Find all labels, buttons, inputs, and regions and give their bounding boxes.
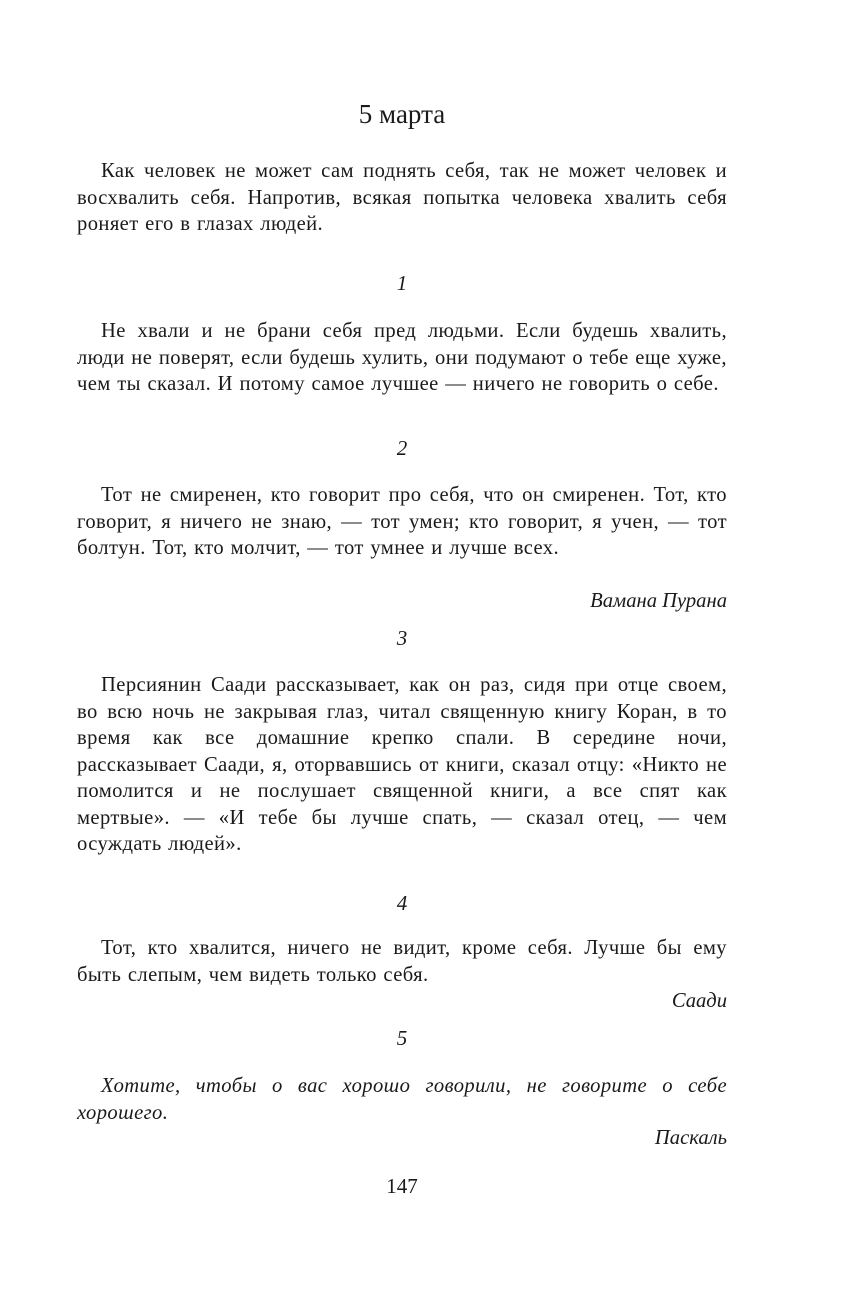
section-text: Тот не смиренен, кто говорит про себя, что он смиренен. Тот, кто говорит, я ничего не знаю, — тот умен; кто говорит, я учен, — тот болтун. Тот, кто молчит, — тот умнее и лучше всех. [77, 484, 727, 559]
page-title: 5 марта [358, 99, 446, 129]
section-number: 3 [396, 626, 408, 650]
section-text: Не хвали и не брани себя пред людьми. Если будешь хвалить, люди не поверят, если будешь хулить, они подумают о тебе еще хуже, чем ты сказал. И потому самое лучшее — ничего не говорить о себе. [77, 320, 727, 395]
quote-author: Саади [671, 990, 727, 1012]
page-number: 147 [386, 1174, 418, 1198]
section-number: 5 [396, 1026, 408, 1050]
section-number: 2 [396, 436, 408, 460]
section-text: Тот, кто хвалится, ничего не видит, кроме себя. Лучше бы ему быть слепым, чем видеть только себя. [77, 937, 727, 986]
section-text: Хотите, чтобы о вас хорошо говорили, не говорите о себе хорошего. [77, 1075, 727, 1124]
section-number: 4 [396, 891, 408, 915]
section-number: 1 [396, 271, 408, 295]
quote-author: Паскаль [654, 1127, 727, 1149]
quote-author: Вамана Пурана [590, 590, 727, 612]
intro-paragraph: Как человек не может сам поднять себя, так не может человек и восхвалить себя. Напротив, всякая попытка человека хвалить себя роняет его в глазах людей. [77, 160, 727, 235]
book-page [77, 0, 727, 1311]
section-text: Персиянин Саади рассказывает, как он раз, сидя при отце своем, во всю ночь не закрывая глаз, читал священную книгу Коран, в то время как все домашние крепко спали. В середине ночи, рассказывает Саади, я, оторвавшись от книги, сказал отцу: «Никто не помолится и не послушает священной книги, а все спят как мертвые». — «И тебе бы лучше спать, — сказал отец, — чем осуждать людей». [77, 674, 727, 855]
